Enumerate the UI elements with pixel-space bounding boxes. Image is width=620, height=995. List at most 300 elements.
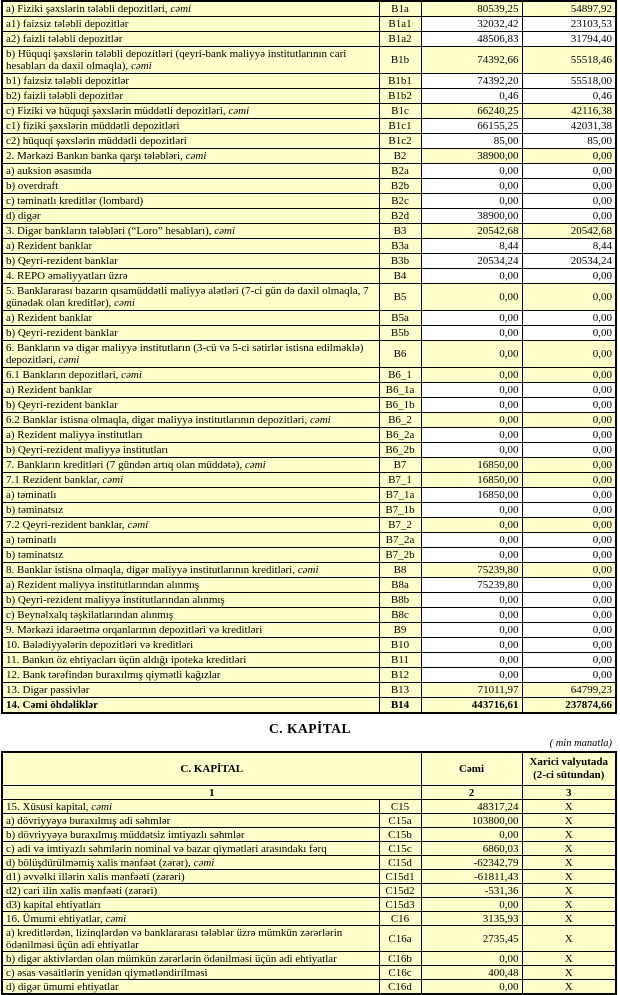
row-value-foreign: 0,00 — [522, 428, 616, 443]
row-code: B1c2 — [379, 134, 421, 149]
table-row — [2, 518, 616, 533]
row-value-foreign: 20534,24 — [522, 254, 616, 269]
row-code: C16a — [379, 926, 421, 952]
row-label: b) dövriyyəyə buraxılmış müddətsiz imtiyazlı səhmlər — [2, 828, 379, 842]
table-row — [2, 856, 616, 870]
row-label: d) bölüşdürülməmiş xalis mənfəət (zərər), cəmi — [2, 856, 379, 870]
row-value-foreign: 0,46 — [522, 89, 616, 104]
table-row — [2, 1, 616, 17]
table-row — [2, 488, 616, 503]
row-label: d) digər — [2, 209, 379, 224]
row-code: C16c — [379, 966, 421, 980]
row-value-total: 71011,97 — [421, 683, 522, 698]
row-value-foreign: 0,00 — [522, 653, 616, 668]
row-value-total: 0,46 — [421, 89, 522, 104]
table-row — [2, 458, 616, 473]
row-value-foreign: X — [522, 966, 616, 980]
row-value-total: 20542,68 — [421, 224, 522, 239]
row-code: C16 — [379, 912, 421, 926]
row-value-foreign: 0,00 — [522, 503, 616, 518]
table-row — [2, 698, 616, 714]
row-value-total: 16850,00 — [421, 473, 522, 488]
row-value-foreign: X — [522, 856, 616, 870]
table-row — [2, 842, 616, 856]
row-value-total: 0,00 — [421, 828, 522, 842]
row-label: b) digər aktivlərdən olan mümkün zərərlərin ödənilməsi üçün adi ehtiyatlar — [2, 952, 379, 966]
row-label: 14. Cəmi öhdəliklər — [2, 698, 379, 714]
table-row — [2, 578, 616, 593]
row-code: B3a — [379, 239, 421, 254]
table-row — [2, 926, 616, 952]
row-code: B7_2b — [379, 548, 421, 563]
row-code: B7 — [379, 458, 421, 473]
row-code: B5 — [379, 284, 421, 311]
row-value-foreign: 0,00 — [522, 458, 616, 473]
row-value-total: 0,00 — [421, 443, 522, 458]
table-row — [2, 608, 616, 623]
row-code: B11 — [379, 653, 421, 668]
row-value-total: -61811,43 — [421, 870, 522, 884]
row-value-foreign: 0,00 — [522, 326, 616, 341]
table-row — [2, 32, 616, 47]
row-value-total: 0,00 — [421, 194, 522, 209]
row-code: B7_1b — [379, 503, 421, 518]
row-label: 12. Bank tərəfindən buraxılmış qiymətli kağızlar — [2, 668, 379, 683]
table-row — [2, 89, 616, 104]
row-code: B8 — [379, 563, 421, 578]
row-value-foreign: 0,00 — [522, 398, 616, 413]
row-code: B2c — [379, 194, 421, 209]
row-value-total: 0,00 — [421, 638, 522, 653]
row-value-total: 85,00 — [421, 134, 522, 149]
table-row — [2, 966, 616, 980]
row-label: c2) hüquqi şəxslərin müddətli depozitləri — [2, 134, 379, 149]
row-value-total: 0,00 — [421, 269, 522, 284]
row-value-foreign: 0,00 — [522, 164, 616, 179]
row-value-total: 66155,25 — [421, 119, 522, 134]
table-row — [2, 828, 616, 842]
row-label: a) Rezident maliyyə institutları — [2, 428, 379, 443]
row-value-foreign: 8,44 — [522, 239, 616, 254]
row-value-foreign: 0,00 — [522, 413, 616, 428]
row-value-foreign: 54897,92 — [522, 1, 616, 17]
table-row — [2, 383, 616, 398]
row-value-foreign: 0,00 — [522, 149, 616, 164]
table-row — [2, 74, 616, 89]
row-value-foreign: 237874,66 — [522, 698, 616, 714]
row-value-total: 0,00 — [421, 653, 522, 668]
row-label: 11. Bankın öz ehtiyacları üçün aldığı ipoteka kreditləri — [2, 653, 379, 668]
row-code: B1a — [379, 1, 421, 17]
capital-header-foreign: Xarici valyutada (2-ci sütundan) — [522, 752, 616, 786]
row-value-foreign: 31794,40 — [522, 32, 616, 47]
row-value-foreign: 0,00 — [522, 518, 616, 533]
row-value-foreign: 55518,46 — [522, 47, 616, 74]
row-value-total: 16850,00 — [421, 488, 522, 503]
row-label: a) Rezident banklar — [2, 311, 379, 326]
row-label: 7.2 Qeyri-rezident banklar, cəmi — [2, 518, 379, 533]
row-value-foreign: 64799,23 — [522, 683, 616, 698]
row-label: 3. Digər bankların tələbləri (“Loro” hesabları), cəmi — [2, 224, 379, 239]
row-code: B3b — [379, 254, 421, 269]
row-code: B1a1 — [379, 17, 421, 32]
row-label: a) təminatlı — [2, 488, 379, 503]
row-value-foreign: X — [522, 814, 616, 828]
row-value-total: 32032,42 — [421, 17, 522, 32]
row-code: B2 — [379, 149, 421, 164]
column-number-1: 1 — [2, 786, 421, 800]
table-row — [2, 164, 616, 179]
row-label: c) adi və imtiyazlı səhmlərin nominal və bazar qiymətləri arasındakı fərq — [2, 842, 379, 856]
table-row — [2, 473, 616, 488]
row-code: B6_1b — [379, 398, 421, 413]
row-code: B1b2 — [379, 89, 421, 104]
row-value-foreign: X — [522, 952, 616, 966]
row-value-foreign: X — [522, 912, 616, 926]
row-label: 2. Mərkəzi Bankın banka qarşı tələbləri, cəmi — [2, 149, 379, 164]
row-value-total: 0,00 — [421, 383, 522, 398]
table-row — [2, 368, 616, 383]
row-label: d) digər ümumi ehtiyatlar — [2, 980, 379, 995]
row-value-foreign: 0,00 — [522, 668, 616, 683]
row-value-total: 75239,80 — [421, 563, 522, 578]
row-code: B7_1 — [379, 473, 421, 488]
table-row — [2, 912, 616, 926]
row-label: a) Fiziki şəxslərin tələbli depozitləri, cəmi — [2, 1, 379, 17]
row-value-total: 0,00 — [421, 284, 522, 311]
row-code: B1c — [379, 104, 421, 119]
row-label: b) overdraft — [2, 179, 379, 194]
row-label: 15. Xüsusi kapital, cəmi — [2, 800, 379, 814]
row-label: c) Beynəlxalq təşkilatlarından alınmış — [2, 608, 379, 623]
row-value-total: -62342,79 — [421, 856, 522, 870]
row-value-foreign: 0,00 — [522, 473, 616, 488]
row-value-total: 80539,25 — [421, 1, 522, 17]
row-value-foreign: 0,00 — [522, 179, 616, 194]
row-value-foreign: 0,00 — [522, 311, 616, 326]
row-label: 7. Bankların kreditləri (7 gündən artıq olan müddətə), cəmi — [2, 458, 379, 473]
table-row — [2, 254, 616, 269]
row-value-total: 0,00 — [421, 952, 522, 966]
table-row — [2, 398, 616, 413]
row-value-foreign: 0,00 — [522, 284, 616, 311]
row-value-total: 0,00 — [421, 368, 522, 383]
table-row — [2, 179, 616, 194]
row-label: 16. Ümumi ehtiyatlar, cəmi — [2, 912, 379, 926]
row-label: a) Rezident banklar — [2, 383, 379, 398]
row-code: B7_2a — [379, 533, 421, 548]
row-code: C15a — [379, 814, 421, 828]
table-row — [2, 623, 616, 638]
table-row — [2, 413, 616, 428]
row-value-total: 6860,03 — [421, 842, 522, 856]
table-row — [2, 239, 616, 254]
table-row — [2, 563, 616, 578]
row-code: B6 — [379, 341, 421, 368]
row-value-total: 66240,25 — [421, 104, 522, 119]
table-row — [2, 17, 616, 32]
row-value-foreign: 0,00 — [522, 608, 616, 623]
row-value-total: 0,00 — [421, 593, 522, 608]
table-row — [2, 653, 616, 668]
table-row — [2, 443, 616, 458]
row-code: B8c — [379, 608, 421, 623]
row-label: b2) faizli tələbli depozitlər — [2, 89, 379, 104]
row-value-foreign: 0,00 — [522, 383, 616, 398]
row-value-total: 0,00 — [421, 898, 522, 912]
capital-table — [1, 751, 617, 995]
row-label: c) əsas vəsaitlərin yenidən qiymətləndirilməsi — [2, 966, 379, 980]
row-label: c1) fiziki şəxslərin müddətli depozitləri — [2, 119, 379, 134]
row-code: B1b1 — [379, 74, 421, 89]
row-label: 6.1 Bankların depozitləri, cəmi — [2, 368, 379, 383]
row-value-foreign: X — [522, 828, 616, 842]
row-label: a2) faizli tələbli depozitlər — [2, 32, 379, 47]
row-label: 8. Banklar istisna olmaqla, digər maliyyə institutlarının kreditləri, cəmi — [2, 563, 379, 578]
row-code: C16d — [379, 980, 421, 995]
row-label: b) Qeyri-rezident maliyyə institutları — [2, 443, 379, 458]
unit-note: ( min manatla) — [549, 738, 612, 749]
row-value-foreign: 0,00 — [522, 194, 616, 209]
table-row — [2, 326, 616, 341]
table-row — [2, 593, 616, 608]
row-value-foreign: 0,00 — [522, 269, 616, 284]
row-label: 10. Bələdiyyələrin depozitləri və kreditləri — [2, 638, 379, 653]
row-code: C15d1 — [379, 870, 421, 884]
table-row — [2, 149, 616, 164]
row-code: B8b — [379, 593, 421, 608]
row-label: 6.2 Banklar istisna olmaqla, digər maliyyə institutlarının depozitləri, cəmi — [2, 413, 379, 428]
table-row — [2, 898, 616, 912]
table-row — [2, 119, 616, 134]
row-label: a) Rezident maliyyə institutlarından alınmış — [2, 578, 379, 593]
row-value-foreign: X — [522, 926, 616, 952]
row-label: a) Rezident banklar — [2, 239, 379, 254]
row-code: B5b — [379, 326, 421, 341]
row-label: 4. REPO əməliyyatları üzrə — [2, 269, 379, 284]
row-value-total: 0,00 — [421, 623, 522, 638]
table-row — [2, 134, 616, 149]
row-code: B6_1a — [379, 383, 421, 398]
row-value-total: 0,00 — [421, 413, 522, 428]
row-value-total: 0,00 — [421, 518, 522, 533]
row-value-total: 0,00 — [421, 533, 522, 548]
capital-header-row — [2, 752, 616, 786]
row-label: a) kreditlərdən, lizinqlərdən və banklararası tələblər üzrə mümkün zərərlərin ödənilməsi üçün adi ehtiyatlar — [2, 926, 379, 952]
row-label: c) Fiziki və hüquqi şəxslərin müddətli depozitləri, cəmi — [2, 104, 379, 119]
row-label: b) təminatsız — [2, 503, 379, 518]
row-value-total: 8,44 — [421, 239, 522, 254]
row-value-total: 0,00 — [421, 608, 522, 623]
table-row — [2, 311, 616, 326]
row-value-total: 103800,00 — [421, 814, 522, 828]
row-value-total: 75239,80 — [421, 578, 522, 593]
row-value-foreign: X — [522, 870, 616, 884]
capital-section-title: C. KAPİTAL — [268, 721, 351, 736]
row-value-total: 3135,93 — [421, 912, 522, 926]
row-label: b1) faizsiz tələbli depozitlər — [2, 74, 379, 89]
table-row — [2, 503, 616, 518]
row-value-total: 0,00 — [421, 326, 522, 341]
table-row — [2, 341, 616, 368]
row-value-foreign: 0,00 — [522, 443, 616, 458]
row-value-total: 48317,24 — [421, 800, 522, 814]
row-value-foreign: 20542,68 — [522, 224, 616, 239]
row-code: B12 — [379, 668, 421, 683]
row-value-foreign: X — [522, 898, 616, 912]
row-value-foreign: 0,00 — [522, 533, 616, 548]
row-code: C16b — [379, 952, 421, 966]
row-code: B2d — [379, 209, 421, 224]
row-value-foreign: 42031,38 — [522, 119, 616, 134]
row-label: d1) əvvəlki illərin xalis mənfəəti (zərəri) — [2, 870, 379, 884]
row-label: b) Hüquqi şəxslərin tələbli depozitləri (qeyri-bank maliyyə institutlarının cari hesabları da daxil olmaqla), cəmi — [2, 47, 379, 74]
row-label: a) təminatlı — [2, 533, 379, 548]
row-value-total: 0,00 — [421, 179, 522, 194]
row-code: B4 — [379, 269, 421, 284]
row-code: B1b — [379, 47, 421, 74]
table-row — [2, 952, 616, 966]
row-value-total: 38900,00 — [421, 149, 522, 164]
row-code: B7_2 — [379, 518, 421, 533]
row-code: C15d — [379, 856, 421, 870]
table-row — [2, 870, 616, 884]
table-row — [2, 980, 616, 995]
row-label: c) təminatlı kreditlər (lombard) — [2, 194, 379, 209]
row-label: 13. Digər passivlər — [2, 683, 379, 698]
capital-header-title: C. KAPİTAL — [2, 752, 421, 786]
table-row — [2, 284, 616, 311]
row-value-total: -531,36 — [421, 884, 522, 898]
row-code: C15d3 — [379, 898, 421, 912]
row-code: B13 — [379, 683, 421, 698]
row-value-total: 38900,00 — [421, 209, 522, 224]
row-value-total: 0,00 — [421, 311, 522, 326]
row-code: B6_2 — [379, 413, 421, 428]
row-value-total: 48506,83 — [421, 32, 522, 47]
row-label: 9. Mərkəzi idarəetmə orqanlarının depozitləri və kreditləri — [2, 623, 379, 638]
table-row — [2, 884, 616, 898]
row-value-foreign: 0,00 — [522, 623, 616, 638]
row-value-foreign: 0,00 — [522, 578, 616, 593]
table-row — [2, 47, 616, 74]
row-value-total: 0,00 — [421, 668, 522, 683]
table-row — [2, 548, 616, 563]
table-row — [2, 224, 616, 239]
row-label: 7.1 Rezident banklar, cəmi — [2, 473, 379, 488]
table-row — [2, 209, 616, 224]
row-code: B14 — [379, 698, 421, 714]
row-value-total: 0,00 — [421, 428, 522, 443]
row-value-foreign: 85,00 — [522, 134, 616, 149]
row-code: B6_1 — [379, 368, 421, 383]
liabilities-table — [1, 0, 617, 714]
row-value-foreign: 23103,53 — [522, 17, 616, 32]
row-code: B5a — [379, 311, 421, 326]
row-value-total: 0,00 — [421, 548, 522, 563]
row-value-total: 443716,61 — [421, 698, 522, 714]
table-row — [2, 269, 616, 284]
row-code: B2a — [379, 164, 421, 179]
row-label: d3) kapital ehtiyatları — [2, 898, 379, 912]
row-code: B6_2a — [379, 428, 421, 443]
column-number-row — [2, 786, 616, 800]
row-code: B6_2b — [379, 443, 421, 458]
column-number-2: 2 — [421, 786, 522, 800]
row-code: C15c — [379, 842, 421, 856]
row-label: d2) cari ilin xalis mənfəəti (zərəri) — [2, 884, 379, 898]
table-row — [2, 533, 616, 548]
row-value-total: 74392,20 — [421, 74, 522, 89]
row-value-total: 74392,66 — [421, 47, 522, 74]
row-value-foreign: 0,00 — [522, 548, 616, 563]
table-row — [2, 638, 616, 653]
table-row — [2, 800, 616, 814]
row-value-total: 0,00 — [421, 398, 522, 413]
row-label: 6. Bankların və digər maliyyə institutların (3-cü və 5-ci sətirlər istisna edilməklə) depozitləri, cəmi — [2, 341, 379, 368]
row-value-foreign: X — [522, 800, 616, 814]
row-label: a) auksion əsasında — [2, 164, 379, 179]
row-value-foreign: 0,00 — [522, 638, 616, 653]
row-value-foreign: 55518,00 — [522, 74, 616, 89]
row-code: C15b — [379, 828, 421, 842]
row-value-foreign: 0,00 — [522, 368, 616, 383]
row-code: B1a2 — [379, 32, 421, 47]
row-label: 5. Banklararası bazarın qısamüddətli maliyyə alətləri (7-ci gün də daxil olmaqla, 7 günədək olan kreditlər), cəmi — [2, 284, 379, 311]
row-value-foreign: 0,00 — [522, 593, 616, 608]
row-code: B3 — [379, 224, 421, 239]
row-value-total: 20534,24 — [421, 254, 522, 269]
row-code: B1c1 — [379, 119, 421, 134]
row-value-total: 0,00 — [421, 503, 522, 518]
row-label: b) Qeyri-rezident banklar — [2, 398, 379, 413]
row-value-total: 2735,45 — [421, 926, 522, 952]
table-row — [2, 104, 616, 119]
row-label: a) dövriyyəyə buraxılmış adi səhmlər — [2, 814, 379, 828]
row-value-total: 0,00 — [421, 980, 522, 995]
row-label: b) Qeyri-rezident maliyyə institutlarından alınmış — [2, 593, 379, 608]
row-code: C15 — [379, 800, 421, 814]
table-row — [2, 683, 616, 698]
row-code: B7_1a — [379, 488, 421, 503]
table-row — [2, 194, 616, 209]
table-row — [2, 428, 616, 443]
row-value-foreign: X — [522, 884, 616, 898]
row-value-total: 0,00 — [421, 341, 522, 368]
row-label: a1) faizsiz tələbli depozitlər — [2, 17, 379, 32]
row-value-foreign: X — [522, 842, 616, 856]
table-row — [2, 814, 616, 828]
row-value-foreign: 0,00 — [522, 488, 616, 503]
row-value-foreign: 0,00 — [522, 209, 616, 224]
capital-header-total: Cəmi — [421, 752, 522, 786]
row-value-foreign: 0,00 — [522, 341, 616, 368]
row-value-foreign: X — [522, 980, 616, 995]
table-row — [2, 668, 616, 683]
row-code: B9 — [379, 623, 421, 638]
column-number-3: 3 — [522, 786, 616, 800]
row-code: C15d2 — [379, 884, 421, 898]
row-value-total: 16850,00 — [421, 458, 522, 473]
row-label: b) təminatsız — [2, 548, 379, 563]
row-label: b) Qeyri-rezident banklar — [2, 326, 379, 341]
row-code: B2b — [379, 179, 421, 194]
row-code: B10 — [379, 638, 421, 653]
row-value-total: 400,48 — [421, 966, 522, 980]
row-code: B8a — [379, 578, 421, 593]
row-value-total: 0,00 — [421, 164, 522, 179]
row-label: b) Qeyri-rezident banklar — [2, 254, 379, 269]
